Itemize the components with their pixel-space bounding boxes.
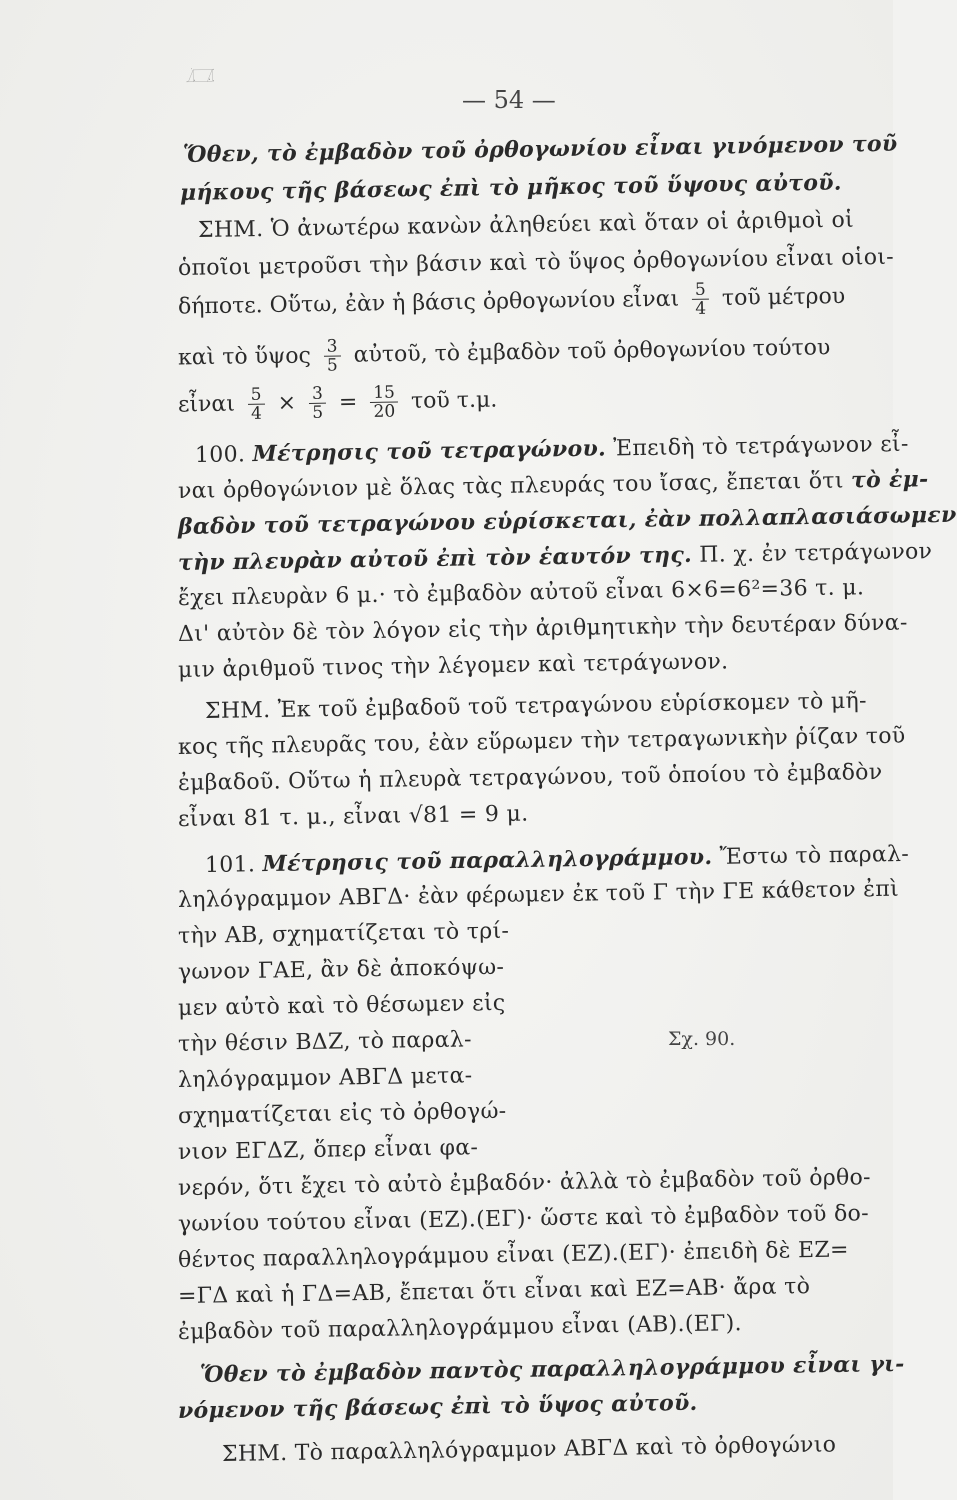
text-line: ΣΗΜ. Τὸ παραλληλόγραμμον ΑΒΓΔ καὶ τὸ ὀρθογώνιο: [221, 1432, 837, 1467]
text-segment-bold: τὸ ἐμ-: [850, 466, 929, 494]
text-line: ἔχει πλευρὰν 6 μ.· τὸ ἐμβαδὸν αὐτοῦ εἶναι 6×6=6²=36 τ. μ.: [177, 575, 865, 611]
rule-rectangle-area-line1: Ὅθεν, τὸ ἐμβαδὸν τοῦ ὀρθογωνίου εἶναι γινόμενον τοῦ: [182, 130, 898, 168]
fraction-denominator: 5: [326, 355, 338, 376]
section-title: Μέτρησις τοῦ τετραγώνου.: [252, 435, 607, 468]
point-label-D: Δ: [212, 70, 214, 72]
text-line: γωνον ΓΑΕ, ἂν δὲ ἀποκόψω-: [177, 954, 505, 985]
point-label-A: Α: [186, 82, 188, 84]
equals-sign: =: [338, 389, 358, 415]
text-line: γωνίου τούτου εἶναι (ΕΖ).(ΕΓ)· ὥστε καὶ τὸ ἐμβαδὸν τοῦ δο-: [177, 1201, 870, 1237]
text-line: τὴν ΑΒ, σχηματίζεται τὸ τρί-: [177, 918, 510, 949]
fraction-denominator: 4: [250, 403, 263, 424]
fraction-denominator: 5: [312, 402, 324, 423]
text-line: νερόν, ὅτι ἔχει τὸ αὐτὸ ἐμβαδόν· ἀλλὰ τὸ ἐμβαδὸν τοῦ ὀρθο-: [177, 1165, 872, 1201]
fraction-numerator: 5: [692, 281, 709, 300]
rule-rectangle-area-line2: μήκους τῆς βάσεως ἐπὶ τὸ μῆκος τοῦ ὕψους αὐτοῦ.: [179, 169, 842, 206]
point-label-E: Ε: [193, 81, 195, 83]
section-100-heading: [194, 429, 909, 471]
fraction-numerator: 5: [248, 386, 265, 405]
fraction-product-a: [248, 386, 265, 423]
fraction-product-b: [309, 385, 326, 422]
figure-parallelogram: [0, 0, 360, 120]
text-line: νιον ΕΓΔΖ, ὅπερ εἶναι φα-: [177, 1135, 479, 1165]
fraction-result: [370, 384, 398, 421]
text-line: μιν ἀριθμοῦ τινος τὴν λέγομεν καὶ τετράγωνον.: [177, 649, 729, 683]
text-line: ΣΗΜ. Ἐκ τοῦ ἐμβαδοῦ τοῦ τετραγώνου εὑρίσκομεν τὸ μῆ-: [204, 688, 867, 724]
times-sign: ×: [277, 390, 297, 416]
section-number: 100.: [194, 442, 246, 468]
rule-parallelogram-area-line2: νόμενον τῆς βάσεως ἐπὶ τὸ ὕψος αὐτοῦ.: [177, 1389, 698, 1424]
fraction-numerator: 3: [309, 385, 326, 404]
text-line: τὴν θέσιν ΒΔΖ, τὸ παραλ-: [177, 1027, 472, 1057]
section-101-heading: [205, 839, 915, 881]
text-segment: Ἐπειδὴ τὸ τετράγωνον εἶ-: [613, 431, 909, 462]
text-segment: τοῦ τ.μ.: [410, 387, 498, 414]
side-BD: [207, 70, 212, 82]
point-label-G: Γ: [191, 69, 193, 71]
text-line: ὁποῖοι μετροῦσι τὴν βάσιν καὶ τὸ ὕψος ὀρθογωνίου εἶναι οἱοι-: [177, 244, 895, 281]
text-line: ληλόγραμμον ΑΒΓΔ μετα-: [177, 1063, 473, 1093]
text-line-area-product: [178, 382, 498, 424]
text-line-height-fraction: [178, 330, 831, 377]
rule-square-area-line2: τὴν πλευρὰν αὐτοῦ ἐπὶ τὸν ἑαυτόν της.: [177, 541, 693, 576]
text-segment: δήποτε. Οὕτω, ἐὰν ἡ βάσις ὀρθογωνίου εἶναι: [177, 286, 680, 320]
side-AG: [188, 70, 193, 82]
text-line: κος τῆς πλευρᾶς του, ἐὰν εὕρωμεν τὴν τετραγωνικὴν ῥίζαν τοῦ: [177, 723, 906, 760]
point-label-B: Β: [208, 79, 211, 81]
text-line: ἐμβαδὸν τοῦ παραλληλογράμμου εἶναι (ΑΒ).(ΕΓ).: [177, 1311, 743, 1345]
text-line: [177, 537, 933, 579]
fraction-base: [692, 281, 709, 318]
section-number: 101.: [204, 852, 256, 878]
fraction-denominator: 4: [695, 298, 707, 319]
figure-caption: Σχ. 90.: [668, 1028, 736, 1050]
text-line-base-fraction: [178, 279, 846, 326]
text-line: μεν αὐτὸ καὶ τὸ θέσωμεν εἰς: [177, 990, 506, 1021]
fraction-numerator: 15: [370, 384, 398, 403]
text-segment: ναι ὀρθογώνιον μὲ ὅλας τὰς πλευράς του ἴσας, ἔπεται ὅτι: [177, 468, 844, 504]
text-segment: τοῦ μέτρου: [721, 284, 846, 311]
text-line: θέντος παραλληλογράμμου εἶναι (ΕΖ).(ΕΓ)· ἐπειδὴ δὲ ΕΖ=: [177, 1237, 849, 1273]
text-segment: Π. χ. ἐν τετράγωνον: [699, 539, 933, 568]
text-segment: αὐτοῦ, τὸ ἐμβαδὸν τοῦ ὀρθογωνίου τούτου: [353, 335, 831, 368]
point-label-Z: Ζ: [212, 81, 215, 83]
fraction-numerator: 3: [324, 337, 341, 356]
text-line: ΣΗΜ. Ὁ ἀνωτέρω κανὼν ἀληθεύει καὶ ὅταν οἱ ἀριθμοὶ οἱ: [197, 207, 855, 243]
text-line: σχηματίζεται εἰς τὸ ὀρθογώ-: [177, 1098, 507, 1129]
rule-square-area-line1: βαδὸν τοῦ τετραγώνου εὑρίσκεται, ἐὰν πολλαπλασιάσωμεν: [177, 501, 957, 540]
text-segment: εἶναι: [177, 391, 236, 418]
text-line: Δι' αὐτὸν δὲ τὸν λόγον εἰς τὴν ἀριθμητικὴν τὴν δευτέραν δύνα-: [177, 610, 908, 647]
text-line: [177, 465, 929, 507]
fraction-denominator: 20: [373, 401, 396, 422]
text-segment: Ἔστω τὸ παραλ-: [719, 841, 910, 870]
rule-parallelogram-area-line1: Ὅθεν τὸ ἐμβαδὸν παντὸς παραλληλογράμμου εἶναι γι-: [199, 1350, 905, 1388]
text-line: ἐμβαδοῦ. Οὕτω ἡ πλευρὰ τετραγώνου, τοῦ ὁποίου τὸ ἐμβαδὸν: [177, 759, 883, 796]
text-line: ληλόγραμμον ΑΒΓΔ· ἐὰν φέρωμεν ἐκ τοῦ Γ τὴν ΓΕ κάθετον ἐπὶ: [177, 876, 900, 913]
text-line: εἶναι 81 τ. μ., εἶναι √81 = 9 μ.: [177, 801, 529, 832]
text-line: =ΓΔ καὶ ἡ ΓΔ=ΑΒ, ἔπεται ὅτι εἶναι καὶ ΕΖ=ΑΒ· ἄρα τὸ: [177, 1274, 811, 1309]
fraction-height: [324, 337, 341, 374]
section-title: Μέτρησις τοῦ παραλληλογράμμου.: [262, 844, 713, 878]
text-segment: καὶ τὸ ὕψος: [177, 343, 312, 371]
page-number: — 54 —: [462, 86, 556, 114]
